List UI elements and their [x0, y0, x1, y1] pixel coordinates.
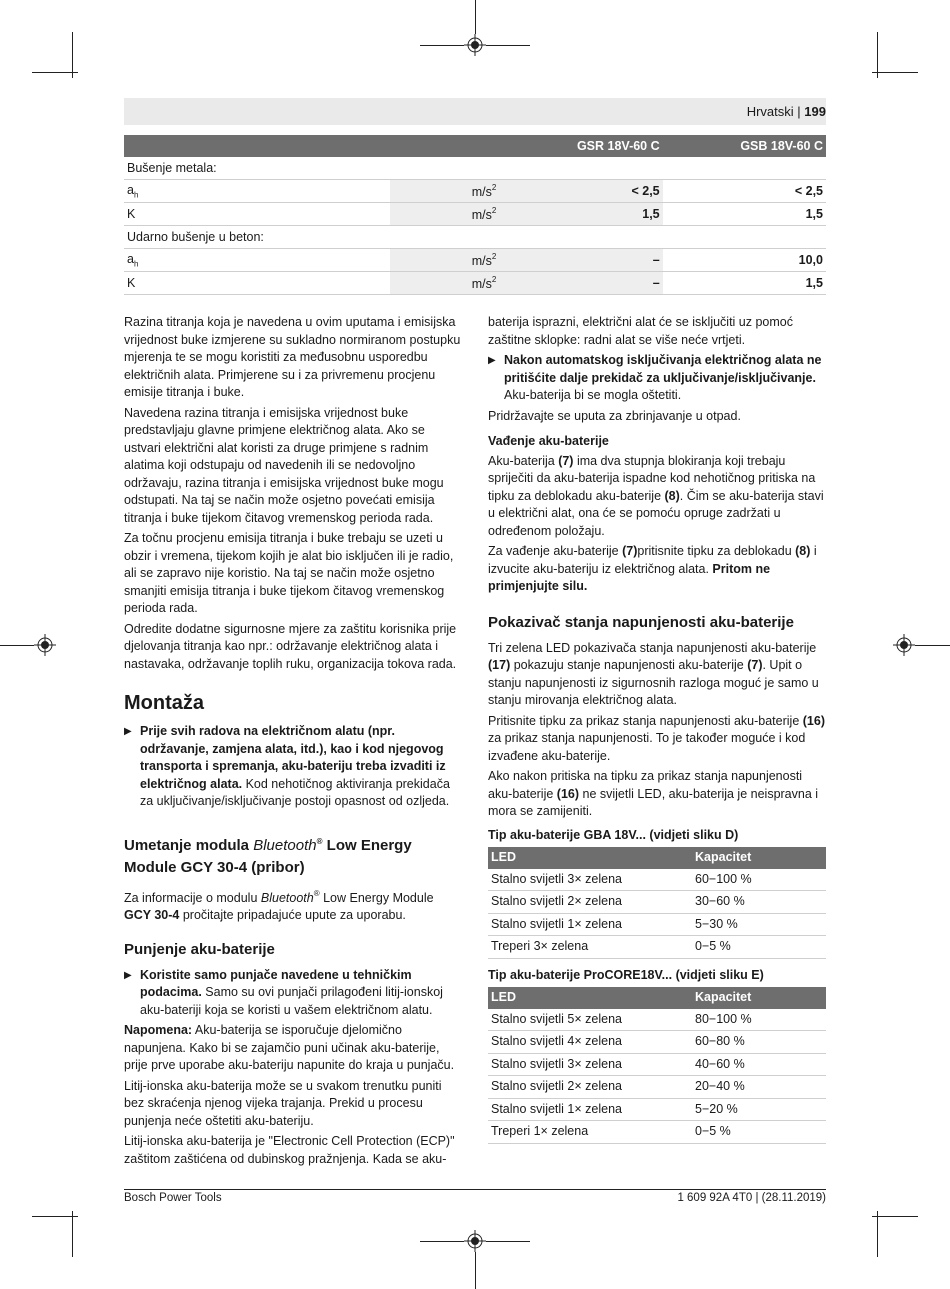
cell-capacity: 0−5 %: [692, 1121, 826, 1144]
row-value: < 2,5: [663, 180, 826, 203]
crosshair-icon: [34, 634, 56, 656]
triangle-right-icon: ▶: [124, 969, 132, 981]
table-row: [488, 936, 826, 959]
cell-led: Stalno svijetli 3× zelena: [488, 1053, 692, 1076]
row-label: K: [124, 272, 390, 295]
table-header-row: [488, 847, 826, 869]
table-row: [488, 1031, 826, 1054]
header-cell: Kapacitet: [692, 847, 826, 869]
paragraph: Navedena razina titranja i emisijska vrijednost buke predstavljaju glavne primjene električnog alata. Ako se ustvari električni alat koristi za druge primjene s radnim alatima koji odstupaju od navedenih ili se nedovoljno održavaju, razina titranja i emisijska vrijednost buke mogu odstupati. Na taj se način može osjetno povećati emisija titranja i buke tijekom čitavog vremenskog perioda rada.: [124, 405, 444, 525]
cell-led: Treperi 1× zelena: [488, 1121, 692, 1144]
row-value: 1,5: [663, 203, 826, 226]
header-cell: [390, 135, 499, 157]
row-unit: $m/s^2$: [390, 272, 499, 295]
header-cell: LED: [488, 987, 692, 1009]
cell-led: Stalno svijetli 1× zelena: [488, 913, 692, 936]
crop-mark: [872, 1216, 918, 1217]
row-value: 1,5: [499, 203, 662, 226]
row-unit: $m/s^2$: [390, 249, 499, 272]
row-value: 1,5: [663, 272, 826, 295]
footer-left: Bosch Power Tools: [124, 1192, 222, 1204]
crosshair-icon: [464, 1230, 486, 1252]
table-row: [488, 1121, 826, 1144]
group-label: Bušenje metala:: [124, 157, 826, 180]
crop-mark: [32, 72, 78, 73]
header-cell-gsb: GSB 18V-60 C: [663, 135, 826, 157]
crosshair-icon: [893, 634, 915, 656]
table-title-gba: Tip aku-baterije GBA 18V... (vidjeti sliku D): [488, 827, 739, 842]
paragraph: Za vađenje aku-baterije (7)pritisnite tipku za deblokadu (8) i izvucite aku-bateriju iz električnog alata. Pritom ne primjenjujte silu.: [488, 544, 817, 593]
cell-capacity: 30−60 %: [692, 891, 826, 914]
section-heading-indicator: Pokazivač stanja napunjenosti aku-baterije: [488, 613, 794, 631]
table-row: [124, 249, 826, 272]
table-group-row: [124, 157, 826, 180]
crop-mark: [420, 1241, 464, 1242]
warning-bullet: ▶ Koristite samo punjače navedene u tehničkim podacima. Samo su ovi punjači prilagođeni litij-ionskoj aku-bateriji koja se koristi u vašem električnom alatu.: [124, 967, 443, 1017]
group-label: Udarno bušenje u beton:: [124, 226, 826, 249]
paragraph: Tri zelena LED pokazivača stanja napunjenosti aku-baterije (17) pokazuju stanje napunjenosti aku-baterije (7). Upit o stanju napunjenosti iz sigurnosnih razloga moguć je samo u stanju mirovanja električnog alata.: [488, 640, 819, 707]
cell-capacity: 0−5 %: [692, 936, 826, 959]
section-heading-charging: Punjenje aku-baterije: [124, 940, 275, 958]
paragraph: Napomena: Aku-baterija se isporučuje djelomično napunjena. Kako bi se zajamčio puni učinak aku-baterije, prije prve uporabe aku-bateriju napunite do kraja u punjaču.: [124, 1023, 455, 1072]
cell-capacity: 60−100 %: [692, 869, 826, 891]
crop-mark: [915, 645, 950, 646]
paragraph: Litij-ionska aku-baterija može se u svakom trenutku puniti bez skraćenja njenog vijeka trajanja. Prekid u procesu punjenja neće oštetiti aku-bateriju.: [124, 1078, 442, 1128]
table-row: [488, 913, 826, 936]
cell-led: Stalno svijetli 5× zelena: [488, 1009, 692, 1031]
footer-rule: [124, 1189, 826, 1190]
cell-capacity: 5−20 %: [692, 1098, 826, 1121]
section-heading-montaza: Montaža: [124, 692, 204, 714]
warning-bullet: ▶ Nakon automatskog isključivanja električnog alata ne pritišćite dalje prekidač za uključivanje/isključivanje. Aku-baterija bi se mogla oštetiti.: [488, 353, 822, 402]
page-header-bar: [124, 98, 826, 125]
header-cell: Kapacitet: [692, 987, 826, 1009]
table-row: [488, 891, 826, 914]
table-row: [488, 1076, 826, 1099]
spec-table: [124, 135, 826, 295]
subheading-removal: Vađenje aku-baterije: [488, 434, 609, 448]
header-cell-gsr: GSR 18V-60 C: [499, 135, 662, 157]
cell-led: Stalno svijetli 2× zelena: [488, 1076, 692, 1099]
crop-mark: [420, 45, 464, 46]
cell-capacity: 60−80 %: [692, 1031, 826, 1054]
footer-right: 1 609 92A 4T0 | (28.11.2019): [677, 1192, 826, 1204]
led-table-procore: [488, 987, 826, 1144]
table-row: [488, 1053, 826, 1076]
crop-mark: [72, 1211, 73, 1257]
paragraph: Razina titranja koja je navedena u ovim uputama i emisijska vrijednost buke izmjerene su sukladno normiranom postupku mjerenja te se mogu koristiti za međusobnu usporedbu električnih alata. Primjerene su i za privremenu procjenu emisije titranja i buke.: [124, 315, 461, 399]
header-cell: LED: [488, 847, 692, 869]
paragraph: Pridržavajte se uputa za zbrinjavanje u otpad.: [488, 408, 741, 423]
header-cell: [124, 135, 390, 157]
cell-capacity: 20−40 %: [692, 1076, 826, 1099]
cell-led: Stalno svijetli 2× zelena: [488, 891, 692, 914]
header-separator: |: [797, 104, 801, 119]
header-language: Hrvatski: [746, 104, 794, 119]
table-row: [124, 203, 826, 226]
table-row: [488, 869, 826, 891]
warning-bullet: ▶ Prije svih radova na električnom alatu (npr. održavanje, zamjena alata, itd.), kao i kod njegovog transporta i spremanja, aku-bateriju treba izvaditi iz električnog alata. Kod nehotičnog aktiviranja prekidača za uključivanje/isključivanje postoji opasnost od ozljeda.: [124, 724, 450, 808]
left-column: [124, 314, 462, 1171]
cell-capacity: 80−100 %: [692, 1009, 826, 1031]
cell-led: Treperi 3× zelena: [488, 936, 692, 959]
crop-mark: [486, 1241, 530, 1242]
triangle-right-icon: ▶: [488, 355, 496, 366]
crop-mark: [475, 0, 476, 34]
paragraph: Litij-ionska aku-baterija je "Electronic Cell Protection (ECP)" zaštitom zaštićena od dubinskog pražnjenja. Kada se aku-: [124, 1134, 455, 1166]
crop-mark: [872, 72, 918, 73]
right-column: [488, 314, 826, 1152]
row-unit: $m/s^2$: [390, 203, 499, 226]
row-value: 10,0: [663, 249, 826, 272]
table-row: [488, 1098, 826, 1121]
paragraph: Za informacije o modulu Bluetooth® Low Energy Module GCY 30-4 pročitajte pripadajuće upute za uporabu.: [124, 888, 434, 922]
paragraph: Aku-baterija (7) ima dva stupnja blokiranja koji trebaju spriječiti da aku-baterija ispadne kod nehotičnog pritiska na tipku za deblokadu aku-baterije (8). Čim se aku-baterija stavi u električni alat, ona će se pomoću opruge zadržati u određenom položaju.: [488, 453, 824, 538]
paragraph: Pritisnite tipku za prikaz stanja napunjenosti aku-baterije (16) za prikaz stanja napunjenosti. To je također moguće i kod izvađene aku-baterije.: [488, 713, 825, 763]
crop-mark: [475, 1252, 476, 1289]
cell-capacity: 40−60 %: [692, 1053, 826, 1076]
cell-capacity: 5−30 %: [692, 913, 826, 936]
table-header-row: [124, 135, 826, 157]
table-header-row: [488, 987, 826, 1009]
crop-mark: [877, 1211, 878, 1257]
led-table-gba: [488, 847, 826, 959]
paragraph: Za točnu procjenu emisija titranja i buke trebaju se uzeti u obzir i vremena, tijekom kojih je alat bio isključen ili je radio, ali se zapravo nije koristio. Na taj se način može osjetno smanjiti emisija titranja i buke tijekom čitavog vremenskog perioda rada.: [124, 531, 454, 615]
table-title-procore: Tip aku-baterije ProCORE18V... (vidjeti sliku E): [488, 967, 764, 982]
triangle-right-icon: ▶: [124, 726, 132, 737]
row-label: K: [124, 203, 390, 226]
crosshair-icon: [464, 34, 486, 56]
row-value: –: [499, 272, 662, 295]
row-label: $a_h$: [124, 180, 390, 203]
paragraph: baterija isprazni, električni alat će se isključiti uz pomoć zaštitne sklopke: radni alat se više neće vrtjeti.: [488, 315, 793, 347]
row-value: –: [499, 249, 662, 272]
crop-mark: [32, 1216, 78, 1217]
crop-mark: [0, 645, 34, 646]
paragraph: Odredite dodatne sigurnosne mjere za zaštitu korisnika prije djelovanja titranja kao npr.: održavanje električnog alata i nastavaka, održavanje toplih ruku, organizacija tokova rada.: [124, 621, 457, 671]
section-heading-bluetooth: Umetanje modula Bluetooth® Low Energy Module GCY 30-4 (pribor): [124, 836, 412, 876]
page-number: 199: [804, 104, 826, 119]
paragraph: Ako nakon pritiska na tipku za prikaz stanja napunjenosti aku-baterije (16) ne svijetli LED, aku-baterija je neispravna i mora se zamijeniti.: [488, 769, 819, 818]
table-row: [488, 1009, 826, 1031]
cell-led: Stalno svijetli 1× zelena: [488, 1098, 692, 1121]
cell-led: Stalno svijetli 4× zelena: [488, 1031, 692, 1054]
row-unit: $m/s^2$: [390, 180, 499, 203]
table-group-row: [124, 226, 826, 249]
cell-led: Stalno svijetli 3× zelena: [488, 869, 692, 891]
row-label: $a_h$: [124, 249, 390, 272]
page-header: [747, 104, 826, 119]
table-row: [124, 180, 826, 203]
table-row: [124, 272, 826, 295]
crop-mark: [486, 45, 530, 46]
row-value: < 2,5: [499, 180, 662, 203]
